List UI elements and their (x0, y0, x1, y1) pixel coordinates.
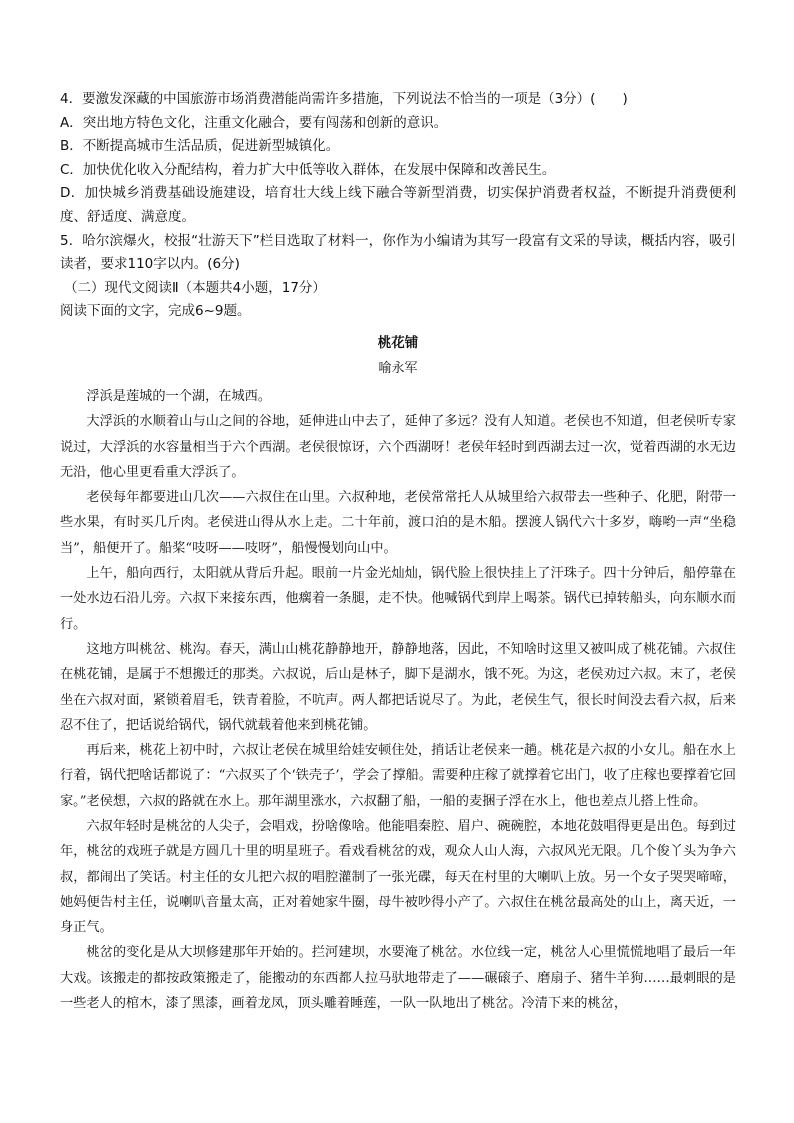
article-paragraph: 老侯每年都要进山几次——六叔住在山里。六叔种地，老侯常常托人从城里给六叔带去一些种子、化肥，附带一些水果，有时买几斤肉。老侯进山得从水上走。二十年前，渡口泊的是木船。摆渡人锅代六十多岁，嗨哟一声“坐稳当”，船便开了。船桨“吱呀——吱呀”，船慢慢划向山中。 (60, 490, 736, 556)
article-paragraph: 这地方叫桃岔、桃沟。春天，满山山桃花静静地开，静静地落，因此，不知啥时这里又被叫成了桃花铺。六叔住在桃花铺，是属于不想搬迁的那类。六叔说，后山是林子，脚下是湖水，饿不死。为这，老侯劝过六叔。末了，老侯坐在六叔对面，紧锁着眉毛，铁青着脸，不吭声。两人都把话说尽了。为此，老侯生气，很长时间没去看六叔，后来忍不住了，把话说给锅代，锅代就载着他来到桃花铺。 (60, 641, 736, 733)
article-paragraph: 桃岔的变化是从大坝修建那年开始的。拦河建坝，水要淹了桃岔。水位线一定，桃岔人心里慌慌地唱了最后一年大戏。该搬走的都按政策搬走了，能搬动的东西都人拉马驮地带走了——碾磙子、磨扇子、猪牛羊狗……最刺眼的是一些老人的棺木，漆了黑漆，画着龙凤，顶头雕着睡莲，一队一队地出了桃岔。冷清下来的桃岔， (60, 945, 736, 1012)
article-paragraph: 大浮浜的水顺着山与山之间的谷地，延伸进山中去了，延伸了多远？没有人知道。老侯也不知道，但老侯听专家说过，大浮浜的水容量相当于六个西湖。老侯很惊讶，六个西湖呀！老侯年轻时到西湖去过一次，觉着西湖的水无边无沿，他心里更看重大浮浜了。 (60, 414, 736, 480)
article-paragraph: 上午，船向西行，太阳就从背后升起。眼前一片金光灿灿，锅代脸上很快挂上了汗珠子。四十分钟后，船停靠在一处水边石沿儿旁。六叔下来接东西，他瘸着一条腿，走不快。他喊锅代到岸上喝茶。锅代已掉转船头，向东顺水而行。 (60, 566, 736, 632)
question-4-option-c: C．加快优化收入分配结构，着力扩大中低等收入群体，在发展中保障和改善民生。 (60, 161, 556, 178)
article-paragraph: 六叔年轻时是桃岔的人尖子，会唱戏，扮啥像啥。他能唱秦腔、眉户、碗碗腔，本地花鼓唱得更是出色。每到过年，桃岔的戏班子就是方圆几十里的明星班子。看戏看桃岔的戏，观众人山人海，六叔风光无限。几个俊丫头为争六叔，都闹出了笑话。村主任的女儿把六叔的唱腔灌制了一张光碟，每天在村里的大喇叭上放。另一个女子哭哭啼啼，她妈便告村主任，说喇叭音量太高，正对着她家牛圈，母牛被吵得小产了。六叔住在桃岔最高处的山上，离天近，一身正气。 (60, 818, 736, 936)
document-page (60, 88, 736, 1016)
article-title: 桃花铺 (377, 334, 419, 351)
article-author: 喻永军 (378, 360, 418, 376)
question-4-option-b: B．不断提高城市生活品质，促进新型城镇化。 (60, 138, 340, 155)
question-4-stem: 4．要激发深藏的中国旅游市场消费潜能尚需许多措施，下列说法不恰当的一项是（3分）( ) (60, 91, 628, 107)
reading-instruction: 阅读下面的文字，完成6~9题。 (60, 303, 251, 320)
question-5: 5．哈尔滨爆火，校报“壮游天下”栏目选取了材料一，你作为小编请为其写一段富有文采的导读，概括内容，吸引读者，要求110字以内。(6分) (60, 232, 736, 273)
question-4-option-d: D．加快城乡消费基础设施建设，培育壮大线上线下融合等新型消费，切实保护消费者权益，不断提升消费便利度、舒适度、满意度。 (60, 185, 736, 225)
article-paragraph: 浮浜是莲城的一个湖，在城西。 (86, 388, 272, 404)
article-paragraph: 再后来，桃花上初中时，六叔让老侯在城里给娃安顿住处，捎话让老侯来一趟。桃花是六叔的小女儿。船在水上行着，锅代把啥话都说了：“六叔买了个‘铁壳子’，学会了撑船。需要种庄稼了就撑着它出门，收了庄稼也要撑着它回家。”老侯想，六叔的路就在水上。那年湖里涨水，六叔翻了船，一船的麦捆子浮在水上，他也差点儿搭上性命。 (60, 743, 736, 809)
section-heading: （二）现代文阅读Ⅱ（本题共4小题，17分） (64, 279, 326, 296)
question-4-option-a: A．突出地方特色文化，注重文化融合，要有闯荡和创新的意识。 (60, 114, 448, 131)
